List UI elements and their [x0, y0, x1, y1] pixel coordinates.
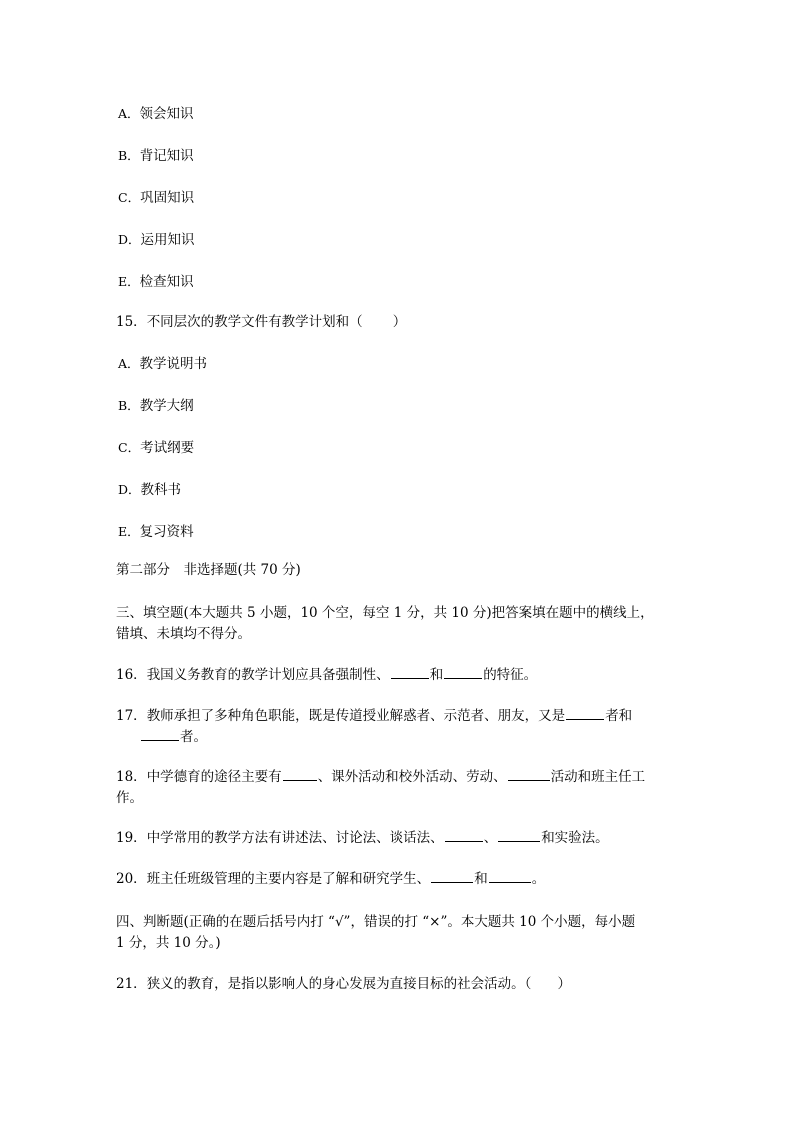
option-text: 考试纲要: [140, 440, 195, 456]
option-text: 复习资料: [139, 524, 194, 540]
option-label: E．: [118, 524, 140, 539]
question-17: [116, 706, 682, 748]
question-21-number: 21．: [116, 976, 147, 992]
option-label: C．: [118, 440, 141, 455]
option-label: B．: [118, 148, 140, 163]
option-row: [116, 272, 682, 314]
question-17-seg: 者和: [605, 708, 633, 724]
option-text: 背记知识: [139, 148, 194, 164]
page-content: [116, 104, 682, 995]
question-18-wrapped-line: [116, 788, 682, 809]
question-17-wrapped-line: [116, 727, 682, 748]
option-row: [116, 396, 682, 438]
option-text: 领会知识: [139, 106, 194, 122]
answer-blank[interactable]: [391, 667, 429, 679]
part-two-heading: 第二部分 非选择题(共 70 分): [116, 562, 301, 578]
fill-in-blank-heading-line2: 错填、未填均不得分。: [116, 626, 251, 642]
question-18-seg: 、课外活动和校外活动、劳动、: [317, 769, 507, 785]
question-17-number: 17．: [116, 708, 147, 724]
option-text: 检查知识: [139, 274, 194, 290]
option-text: 教学大纲: [139, 398, 194, 414]
question-20-number: 20．: [116, 871, 147, 887]
option-label: C．: [118, 190, 141, 205]
true-false-heading-line1: 四、判断题(正确的在题后括号内打 “√”，错误的打 “×”。本大题共 10 个小题，每小题: [116, 914, 636, 930]
option-row: [116, 480, 682, 522]
option-row: [116, 146, 682, 188]
option-row: [116, 438, 682, 480]
answer-blank[interactable]: [445, 830, 483, 842]
option-row: [116, 354, 682, 396]
question-16-seg: 的特征。: [483, 667, 538, 683]
option-label: B．: [118, 398, 140, 413]
fill-in-blank-section-heading: [116, 603, 682, 645]
answer-blank[interactable]: [489, 871, 531, 883]
option-text: 教学说明书: [139, 356, 208, 372]
option-row: [116, 522, 682, 564]
question-18-seg: 活动和班主任工: [550, 769, 646, 785]
answer-blank[interactable]: [498, 830, 540, 842]
question-21: [116, 974, 682, 995]
answer-blank[interactable]: [508, 769, 550, 781]
question-14-option-list: [116, 104, 682, 314]
answer-blank[interactable]: [431, 871, 473, 883]
option-label: D．: [118, 232, 141, 247]
question-16-number: 16．: [116, 667, 147, 683]
question-16-seg: 我国义务教育的教学计划应具备强制性、: [146, 667, 390, 683]
question-18-wrapped-text: 作。: [116, 790, 143, 806]
question-15-option-list: [116, 354, 682, 564]
option-row: [116, 104, 682, 146]
answer-blank[interactable]: [444, 667, 482, 679]
fill-in-blank-heading-line1: 三、填空题(本大题共 5 小题，10 个空，每空 1 分，共 10 分)把答案填在题中的横线上，: [116, 605, 654, 621]
option-text: 巩固知识: [140, 190, 195, 206]
question-15-stem: [116, 312, 682, 333]
question-15-number: 15．: [116, 314, 147, 330]
question-15-text: 不同层次的教学文件有教学计划和（: [146, 314, 363, 330]
question-19: [116, 828, 682, 849]
question-15-paren-close: ）: [392, 314, 407, 330]
question-19-seg: 和实验法。: [541, 830, 609, 846]
option-row: [116, 230, 682, 272]
option-label: A．: [118, 356, 140, 371]
answer-blank[interactable]: [566, 708, 604, 720]
question-18: [116, 767, 682, 809]
answer-blank[interactable]: [283, 769, 317, 781]
question-19-seg: 中学常用的教学方法有讲述法、讨论法、谈话法、: [146, 830, 444, 846]
option-text: 运用知识: [140, 232, 195, 248]
option-label: D．: [118, 482, 141, 497]
true-false-section-heading: [116, 912, 682, 954]
question-21-paren-close: ）: [557, 976, 571, 992]
answer-blank[interactable]: [141, 729, 179, 741]
option-label: E．: [118, 274, 140, 289]
option-row: [116, 188, 682, 230]
true-false-heading-line2: 1 分，共 10 分。): [116, 935, 221, 951]
question-18-seg: 中学德育的途径主要有: [146, 769, 282, 785]
option-label: A．: [118, 106, 140, 121]
question-16-seg: 和: [429, 667, 444, 683]
question-16: [116, 665, 682, 686]
question-20: [116, 869, 682, 890]
option-text: 教科书: [140, 482, 182, 498]
question-20-seg: 和: [474, 871, 488, 887]
question-20-seg: 班主任班级管理的主要内容是了解和研究学生、: [146, 871, 431, 887]
question-20-seg: 。: [531, 871, 546, 887]
question-19-seg: 、: [483, 830, 498, 846]
question-17-seg: 教师承担了多种角色职能，既是传道授业解惑者、示范者、朋友，又是: [146, 708, 566, 724]
question-17-wrapped-text: 者。: [180, 729, 207, 745]
question-19-number: 19．: [116, 830, 147, 846]
question-21-text: 狭义的教育，是指以影响人的身心发展为直接目标的社会活动。（: [146, 976, 532, 992]
question-18-number: 18．: [116, 769, 147, 785]
